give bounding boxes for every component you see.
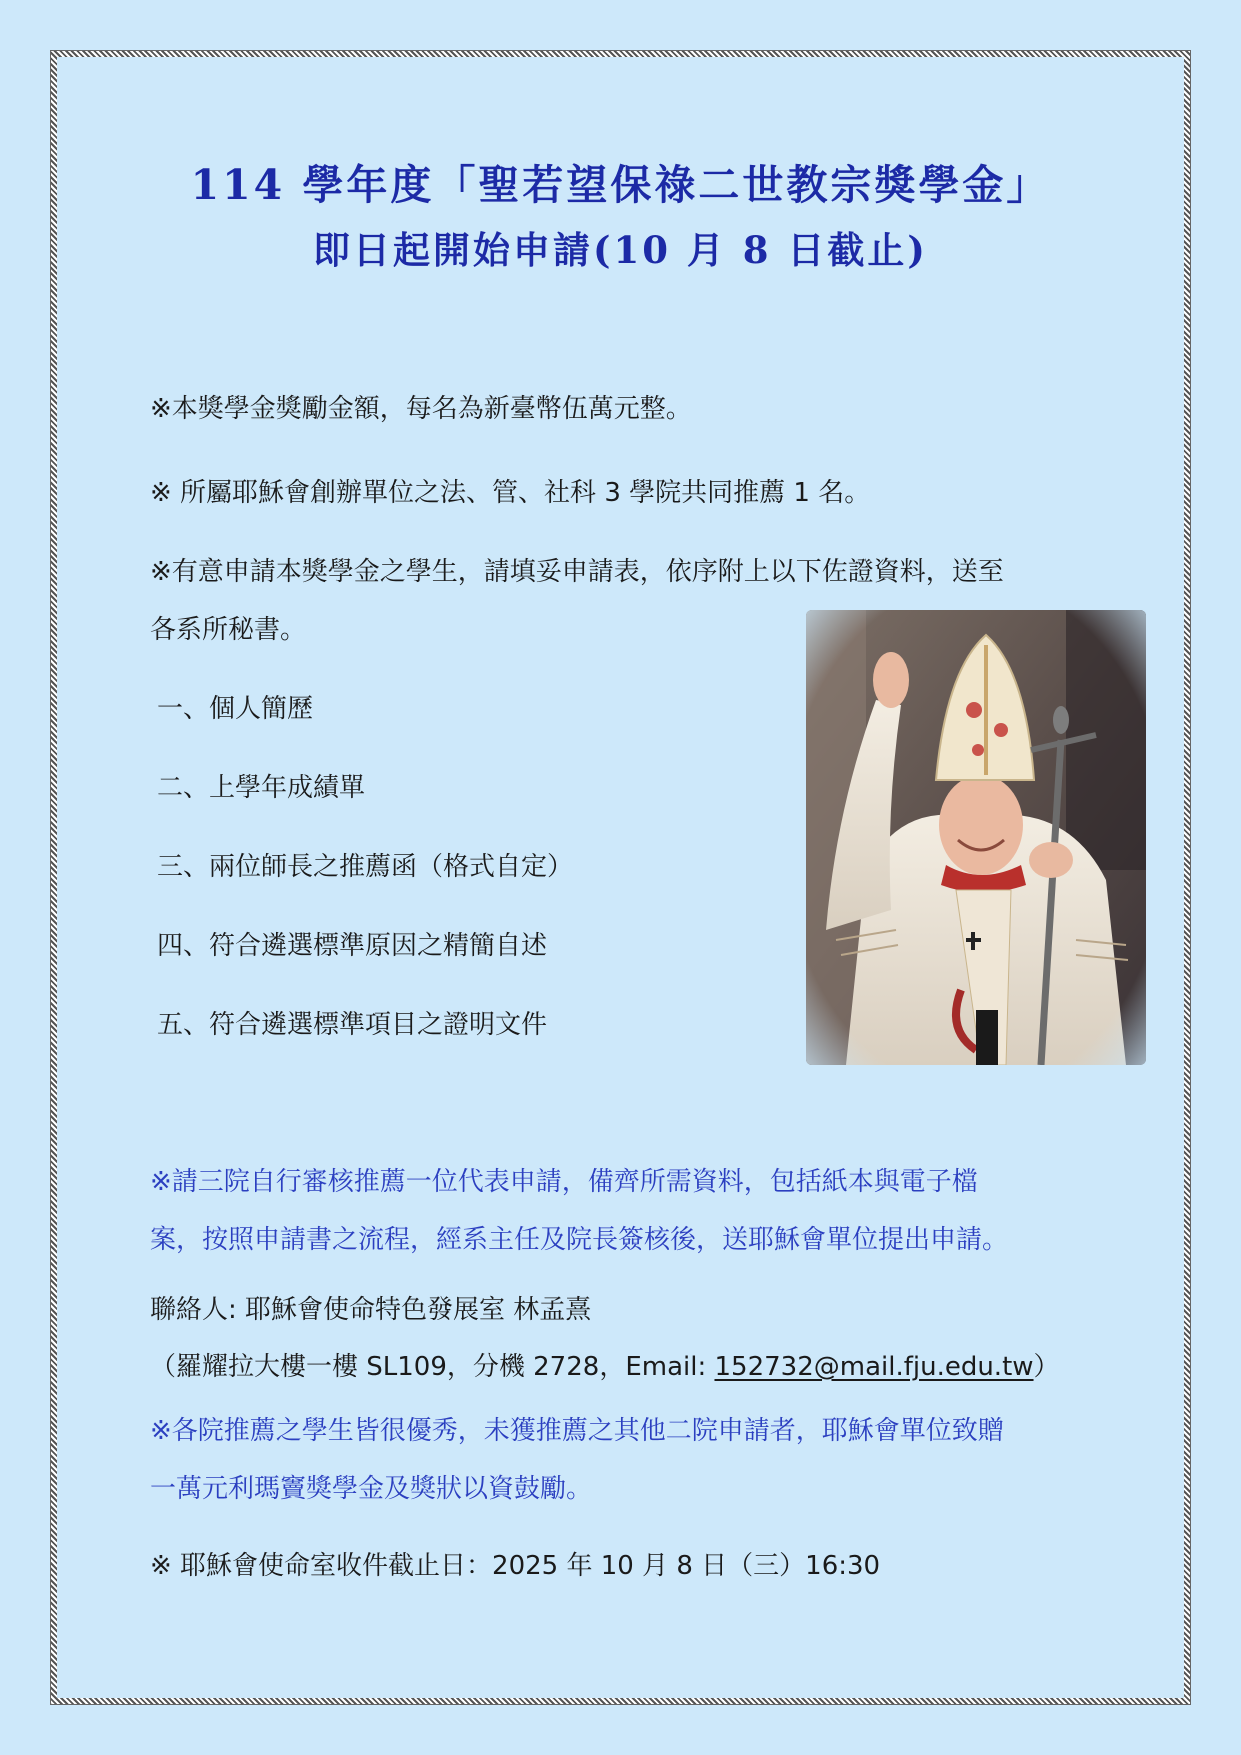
contact-person: 聯絡人: 耶穌會使命特色發展室 林孟熹 [150,1295,592,1325]
pope-photo [806,610,1146,1065]
page-subtitle: 即日起開始申請(10 月 8 日截止) [313,228,928,272]
contact-prefix: （羅耀拉大樓一樓 SL109，分機 2728，Email: [150,1352,715,1382]
document-item: 二、上學年成績單 [157,773,366,803]
document-item: 三、兩位師長之推薦函（格式自定） [157,852,574,882]
apply-text-1: ※有意申請本獎學金之學生，請填妥申請表，依序附上以下佐證資料，送至 [150,557,1004,587]
document-item: 一、個人簡歷 [157,694,314,724]
recommend-text: ※ 所屬耶穌會創辦單位之法、管、社科 3 學院共同推薦 1 名。 [150,478,871,508]
document-item: 五、符合遴選標準項目之證明文件 [157,1010,548,1040]
deadline-text: ※ 耶穌會使命室收件截止日：2025 年 10 月 8 日（三）16:30 [150,1551,881,1581]
review-text-1: ※請三院自行審核推薦一位代表申請，備齊所需資料，包括紙本與電子檔 [150,1167,978,1197]
document-item: 四、符合遴選標準原因之精簡自述 [157,931,548,961]
contact-details [150,1350,1060,1384]
contact-suffix: ） [1033,1352,1060,1382]
others-text-1: ※各院推薦之學生皆很優秀，未獲推薦之其他二院申請者，耶穌會單位致贈 [150,1416,1004,1446]
amount-text: ※本獎學金獎勵金額，每名為新臺幣伍萬元整。 [150,394,692,424]
apply-text-2: 各系所秘書。 [150,615,307,645]
review-text-2: 案，按照申請書之流程，經系主任及院長簽核後，送耶穌會單位提出申請。 [150,1225,1009,1255]
others-text-2: 一萬元利瑪竇獎學金及獎狀以資鼓勵。 [150,1474,593,1504]
email-link[interactable]: 152732@mail.fju.edu.tw [714,1352,1034,1382]
page-title: 114 學年度「聖若望保祿二世教宗獎學金」 [190,161,1051,209]
